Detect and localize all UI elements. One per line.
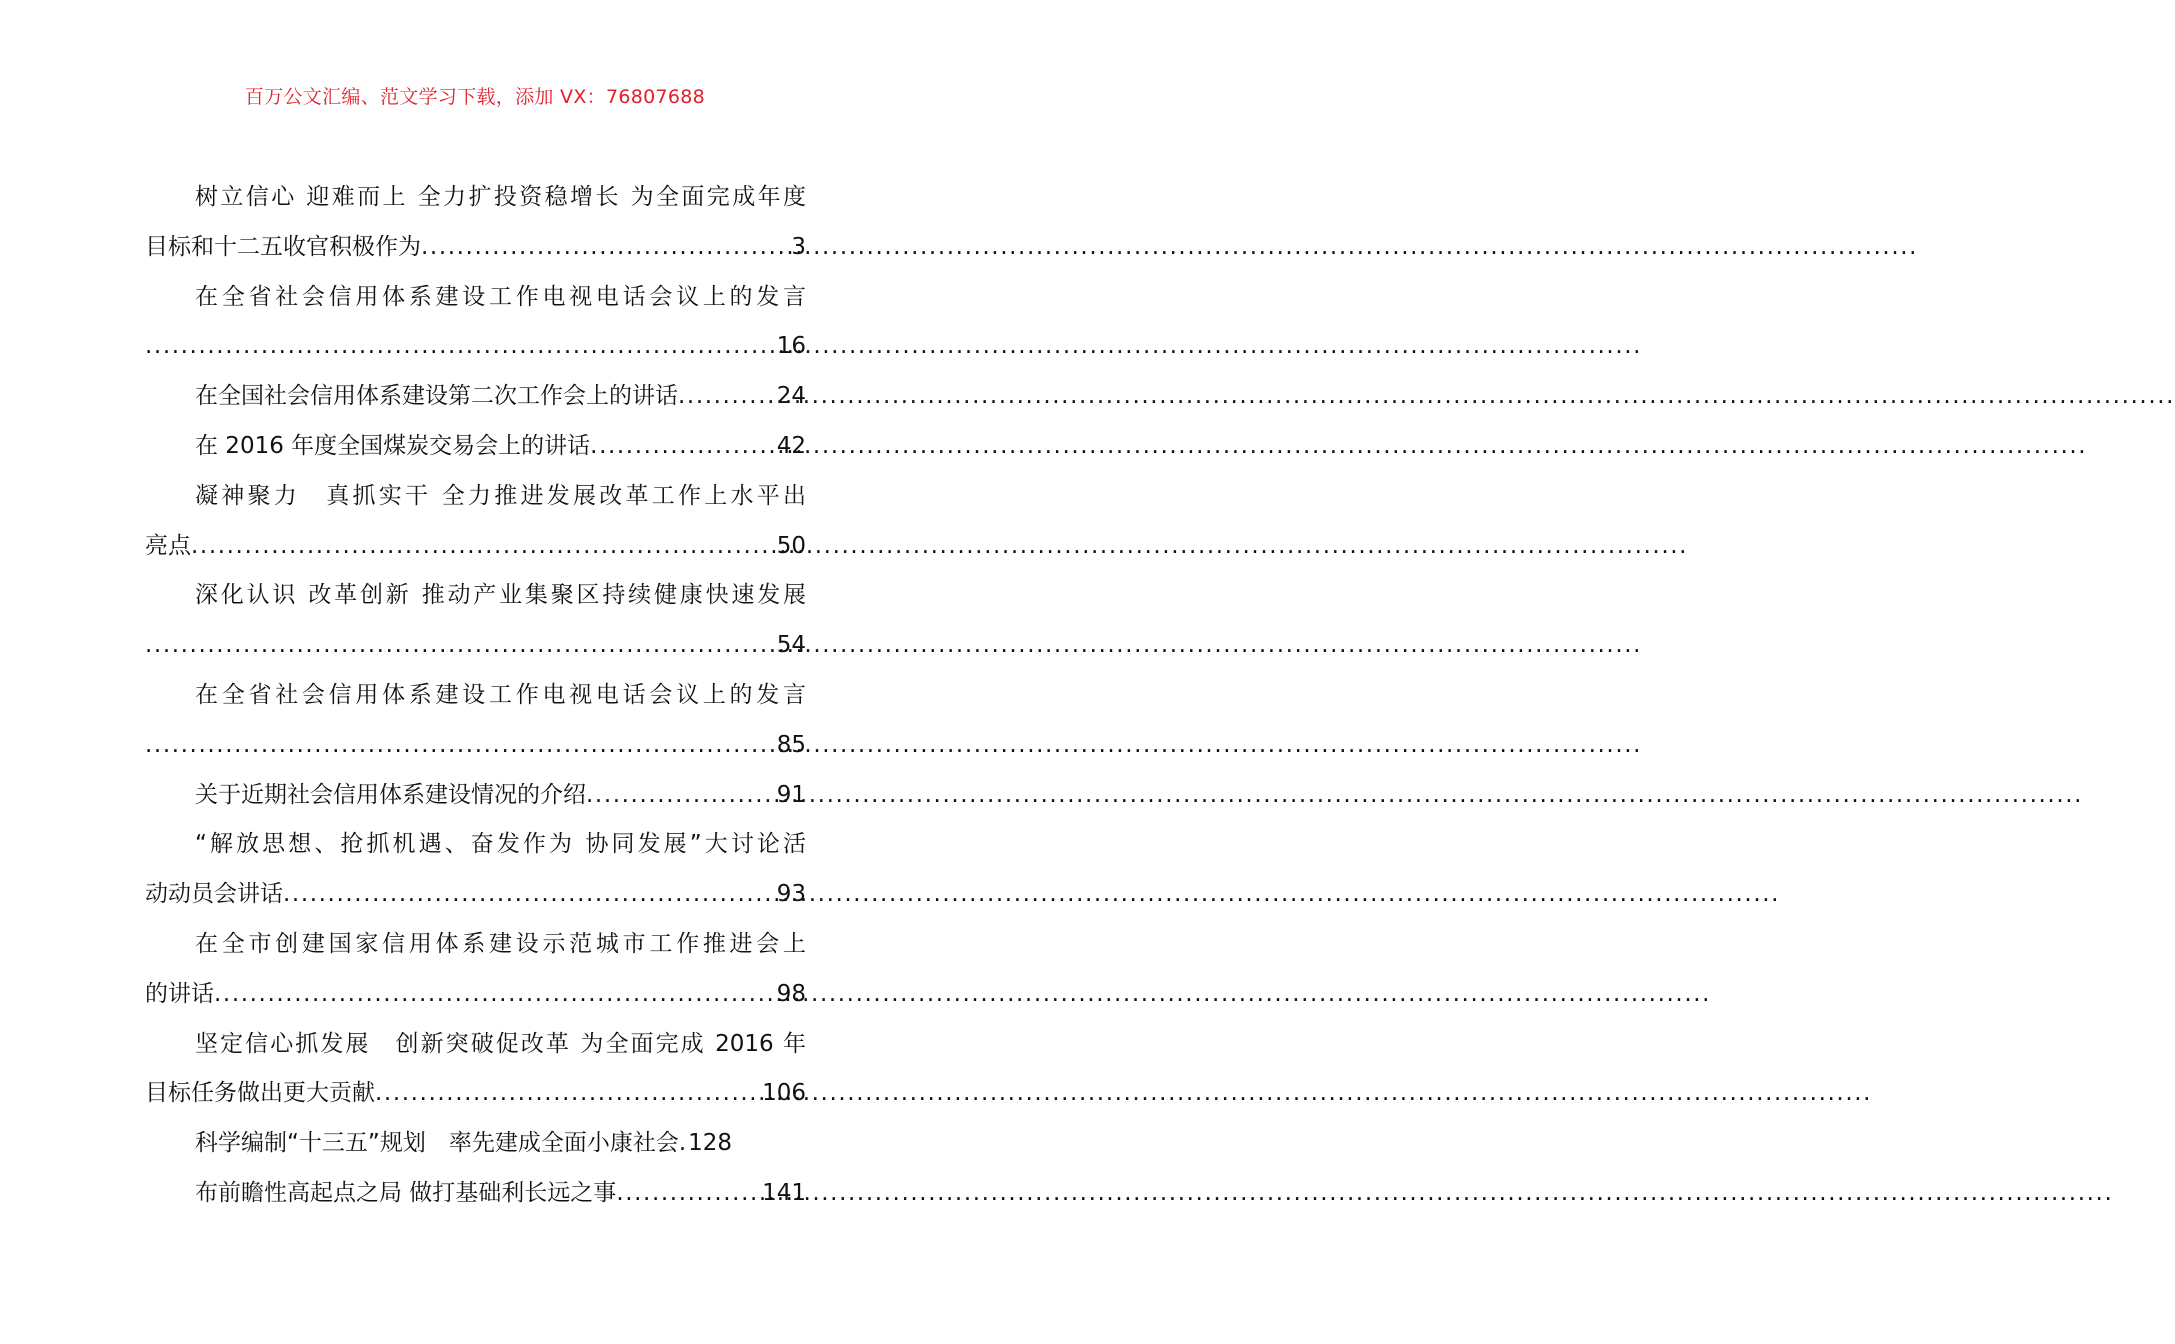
table-of-contents [145, 173, 806, 1219]
toc-entry-title: 深化认识 改革创新 推动产业集聚区持续健康快速发展 [195, 582, 806, 609]
toc-entry-title: 在全省社会信用体系建设工作电视电话会议上的发言 [195, 681, 806, 708]
toc-entry-title-cont: 目标和十二五收官积极作为 [145, 233, 421, 260]
toc-page-number: 16 [776, 333, 806, 360]
toc-leader-dots [375, 1069, 760, 1119]
toc-entry-title: 在 2016 年度全国煤炭交易会上的讲话 [195, 432, 591, 459]
watermark-header: 百万公文汇编、范文学习下载，添加 VX：76807688 [244, 86, 706, 108]
toc-leader-dots [586, 771, 775, 821]
toc-leader-dots [421, 223, 789, 273]
toc-entry[interactable] [145, 372, 806, 422]
toc-entry-title-cont: 动动员会讲话 [145, 881, 283, 908]
toc-entry[interactable] [145, 1020, 806, 1120]
toc-leader-dots [145, 621, 775, 671]
toc-page-number: 24 [776, 383, 806, 410]
toc-page-number: 106 [762, 1080, 806, 1107]
toc-page-number: 54 [776, 632, 806, 659]
toc-entry-title: 凝神聚力 真抓实干 全力推进发展改革工作上水平出 [195, 482, 806, 509]
toc-leader-dots [616, 1169, 760, 1219]
toc-leader-dots [191, 522, 775, 572]
toc-entry-title: 在全市创建国家信用体系建设示范城市工作推进会上 [195, 930, 806, 957]
toc-entry-title-cont: 的讲话 [145, 980, 214, 1007]
toc-entry-title: 布前瞻性高起点之局 做打基础利长远之事 [195, 1179, 617, 1206]
toc-entry-title: 在全省社会信用体系建设工作电视电话会议上的发言 [195, 283, 806, 310]
toc-entry[interactable] [145, 472, 806, 572]
toc-entry[interactable] [145, 173, 806, 273]
toc-entry-title: 在全国社会信用体系建设第二次工作会上的讲话 [195, 383, 678, 410]
toc-page-number: 50 [776, 532, 806, 559]
toc-leader-dots [214, 970, 775, 1020]
toc-leader-dots [283, 870, 775, 920]
toc-entry[interactable] [145, 273, 806, 373]
toc-entry[interactable] [145, 771, 806, 821]
toc-leader-dots [678, 372, 775, 422]
toc-entry[interactable] [145, 1169, 806, 1219]
toc-page-number: 141 [762, 1179, 806, 1206]
toc-entry-title: 树立信心 迎难而上 全力扩投资稳增长 为全面完成年度 [195, 184, 806, 210]
toc-page-number: 3 [791, 233, 806, 260]
toc-entry-title-cont: 目标任务做出更大贡献 [145, 1080, 375, 1107]
toc-page-number: 91 [776, 781, 806, 808]
toc-entry-title: “解放思想、抢抓机遇、奋发作为 协同发展”大讨论活 [195, 831, 806, 858]
toc-entry-title: 科学编制“十三五”规划 率先建成全面小康社会. [195, 1130, 687, 1157]
toc-leader-dots [145, 322, 775, 372]
toc-entry[interactable] [145, 671, 806, 771]
toc-page-number: 128 [688, 1130, 733, 1157]
toc-page-number: 42 [776, 432, 806, 459]
toc-entry-title: 关于近期社会信用体系建设情况的介绍 [195, 781, 586, 808]
toc-entry[interactable] [145, 1119, 806, 1169]
toc-entry[interactable] [145, 571, 806, 671]
toc-entry[interactable] [145, 820, 806, 920]
toc-entry-title-cont: 亮点 [145, 532, 191, 559]
toc-entry-title: 坚定信心抓发展 创新突破促改革 为全面完成 2016 年 [195, 1030, 806, 1057]
toc-entry[interactable] [145, 422, 806, 472]
toc-leader-dots [590, 422, 775, 472]
toc-leader-dots [145, 721, 775, 771]
toc-page-number: 98 [776, 980, 806, 1007]
toc-entry[interactable] [145, 920, 806, 1020]
toc-page-number: 93 [776, 881, 806, 908]
toc-page-number: 85 [776, 731, 806, 758]
